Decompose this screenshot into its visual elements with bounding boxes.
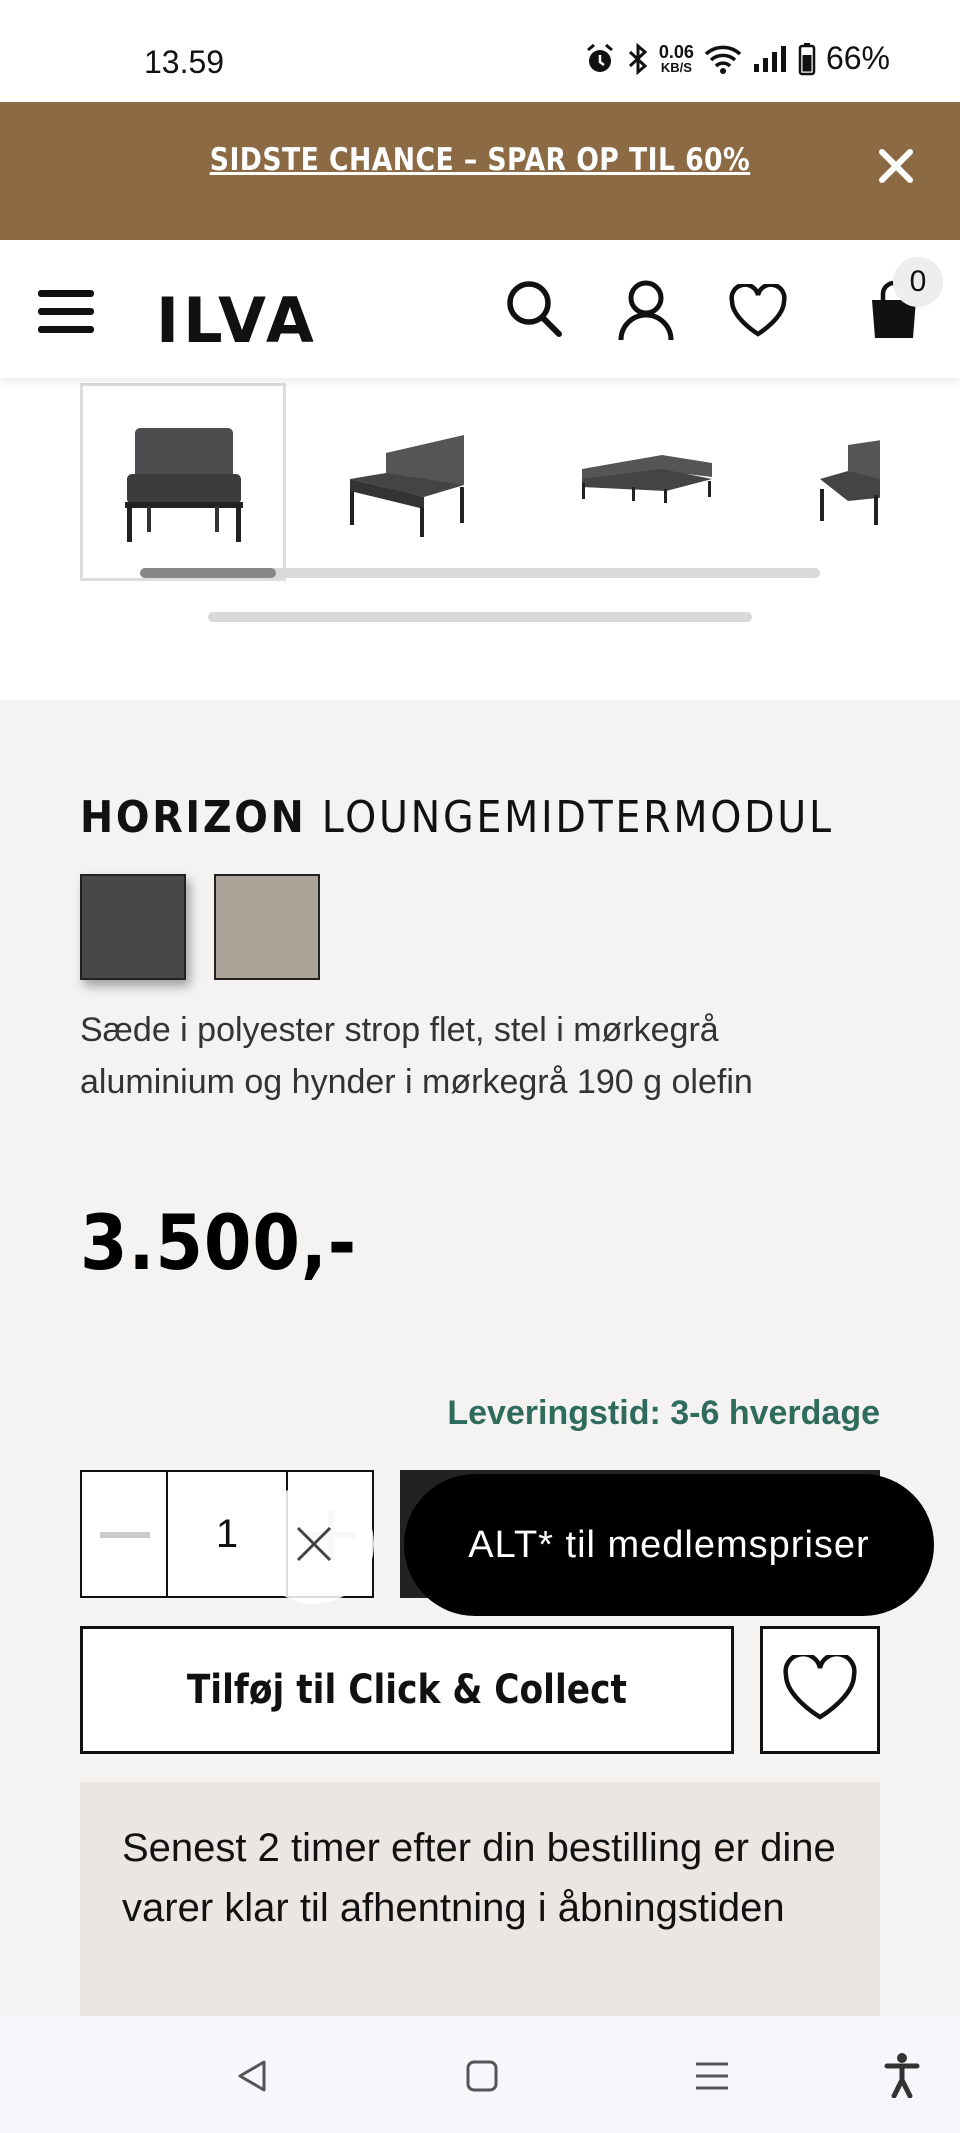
product-title: [80, 792, 834, 843]
product-info: [0, 700, 960, 2016]
battery-icon: [798, 42, 816, 76]
promo-close-icon[interactable]: [876, 146, 916, 191]
thumbnail-scrollbar[interactable]: [140, 568, 820, 578]
network-speed: [659, 43, 694, 74]
wishlist-button[interactable]: [760, 1626, 880, 1754]
status-icons: [583, 40, 890, 77]
recents-icon[interactable]: [694, 2058, 730, 2099]
click-collect-button[interactable]: [80, 1626, 734, 1754]
promo-banner: [0, 102, 960, 240]
status-bar: [0, 0, 960, 102]
product-brand: HORIZON: [80, 792, 307, 843]
back-icon[interactable]: [234, 2058, 270, 2099]
thumbnail-2[interactable]: [316, 383, 522, 581]
thumbnail-4[interactable]: [788, 383, 880, 581]
toast-close-icon[interactable]: [254, 1484, 374, 1604]
quantity-value[interactable]: 1: [168, 1472, 288, 1596]
click-collect-info: [80, 1782, 880, 2042]
accessibility-icon[interactable]: [884, 2052, 920, 2103]
click-collect-label: Tilføj til Click & Collect: [186, 1667, 628, 1713]
gallery-scrollbar[interactable]: [208, 612, 752, 622]
color-swatch-dark-grey[interactable]: [80, 874, 186, 980]
member-price-toast[interactable]: [404, 1474, 934, 1616]
toast-text: ALT* til medlemspriser: [468, 1523, 870, 1566]
battery-level: 66%: [825, 40, 890, 76]
bluetooth-icon: [627, 42, 649, 76]
search-icon[interactable]: [504, 278, 564, 345]
delivery-time: Leveringstid: 3-6 hverdage: [447, 1394, 880, 1432]
account-icon[interactable]: [616, 278, 676, 347]
site-header: [0, 240, 960, 378]
promo-link[interactable]: SIDSTE CHANCE – SPAR OP TIL 60%: [209, 142, 751, 178]
heart-icon[interactable]: [728, 284, 788, 343]
color-swatch-taupe[interactable]: [214, 874, 320, 980]
quantity-decrease-button[interactable]: [82, 1472, 168, 1596]
system-navigation-bar: [0, 2016, 960, 2133]
click-collect-info-text: Senest 2 timer efter din bestilling er dine varer klar til afhentning i åbningstiden: [122, 1826, 836, 1930]
speed-value: 0.06: [658, 42, 694, 62]
thumbnail-3[interactable]: [552, 383, 758, 581]
product-thumbnails: [80, 383, 880, 583]
wifi-icon: [704, 43, 742, 75]
product-description: Sæde i polyester strop flet, stel i mørkegrå aluminium og hynder i mørkegrå 190 g olefin: [80, 1011, 753, 1101]
signal-icon: [752, 44, 788, 74]
home-icon[interactable]: [464, 2058, 500, 2099]
product-price: 3.500,-: [80, 1198, 358, 1287]
scrollbar-thumb[interactable]: [140, 568, 276, 578]
cart-count-badge: 0: [893, 257, 943, 307]
status-time: 13.59: [144, 44, 225, 80]
thumbnail-1[interactable]: [80, 383, 286, 581]
alarm-icon: [583, 42, 617, 76]
product-name: LOUNGEMIDTERMODUL: [321, 792, 834, 843]
menu-icon[interactable]: [38, 290, 94, 334]
logo[interactable]: ILVA: [156, 284, 318, 357]
speed-unit: KB/S: [660, 60, 692, 75]
heart-icon: [782, 1655, 858, 1726]
